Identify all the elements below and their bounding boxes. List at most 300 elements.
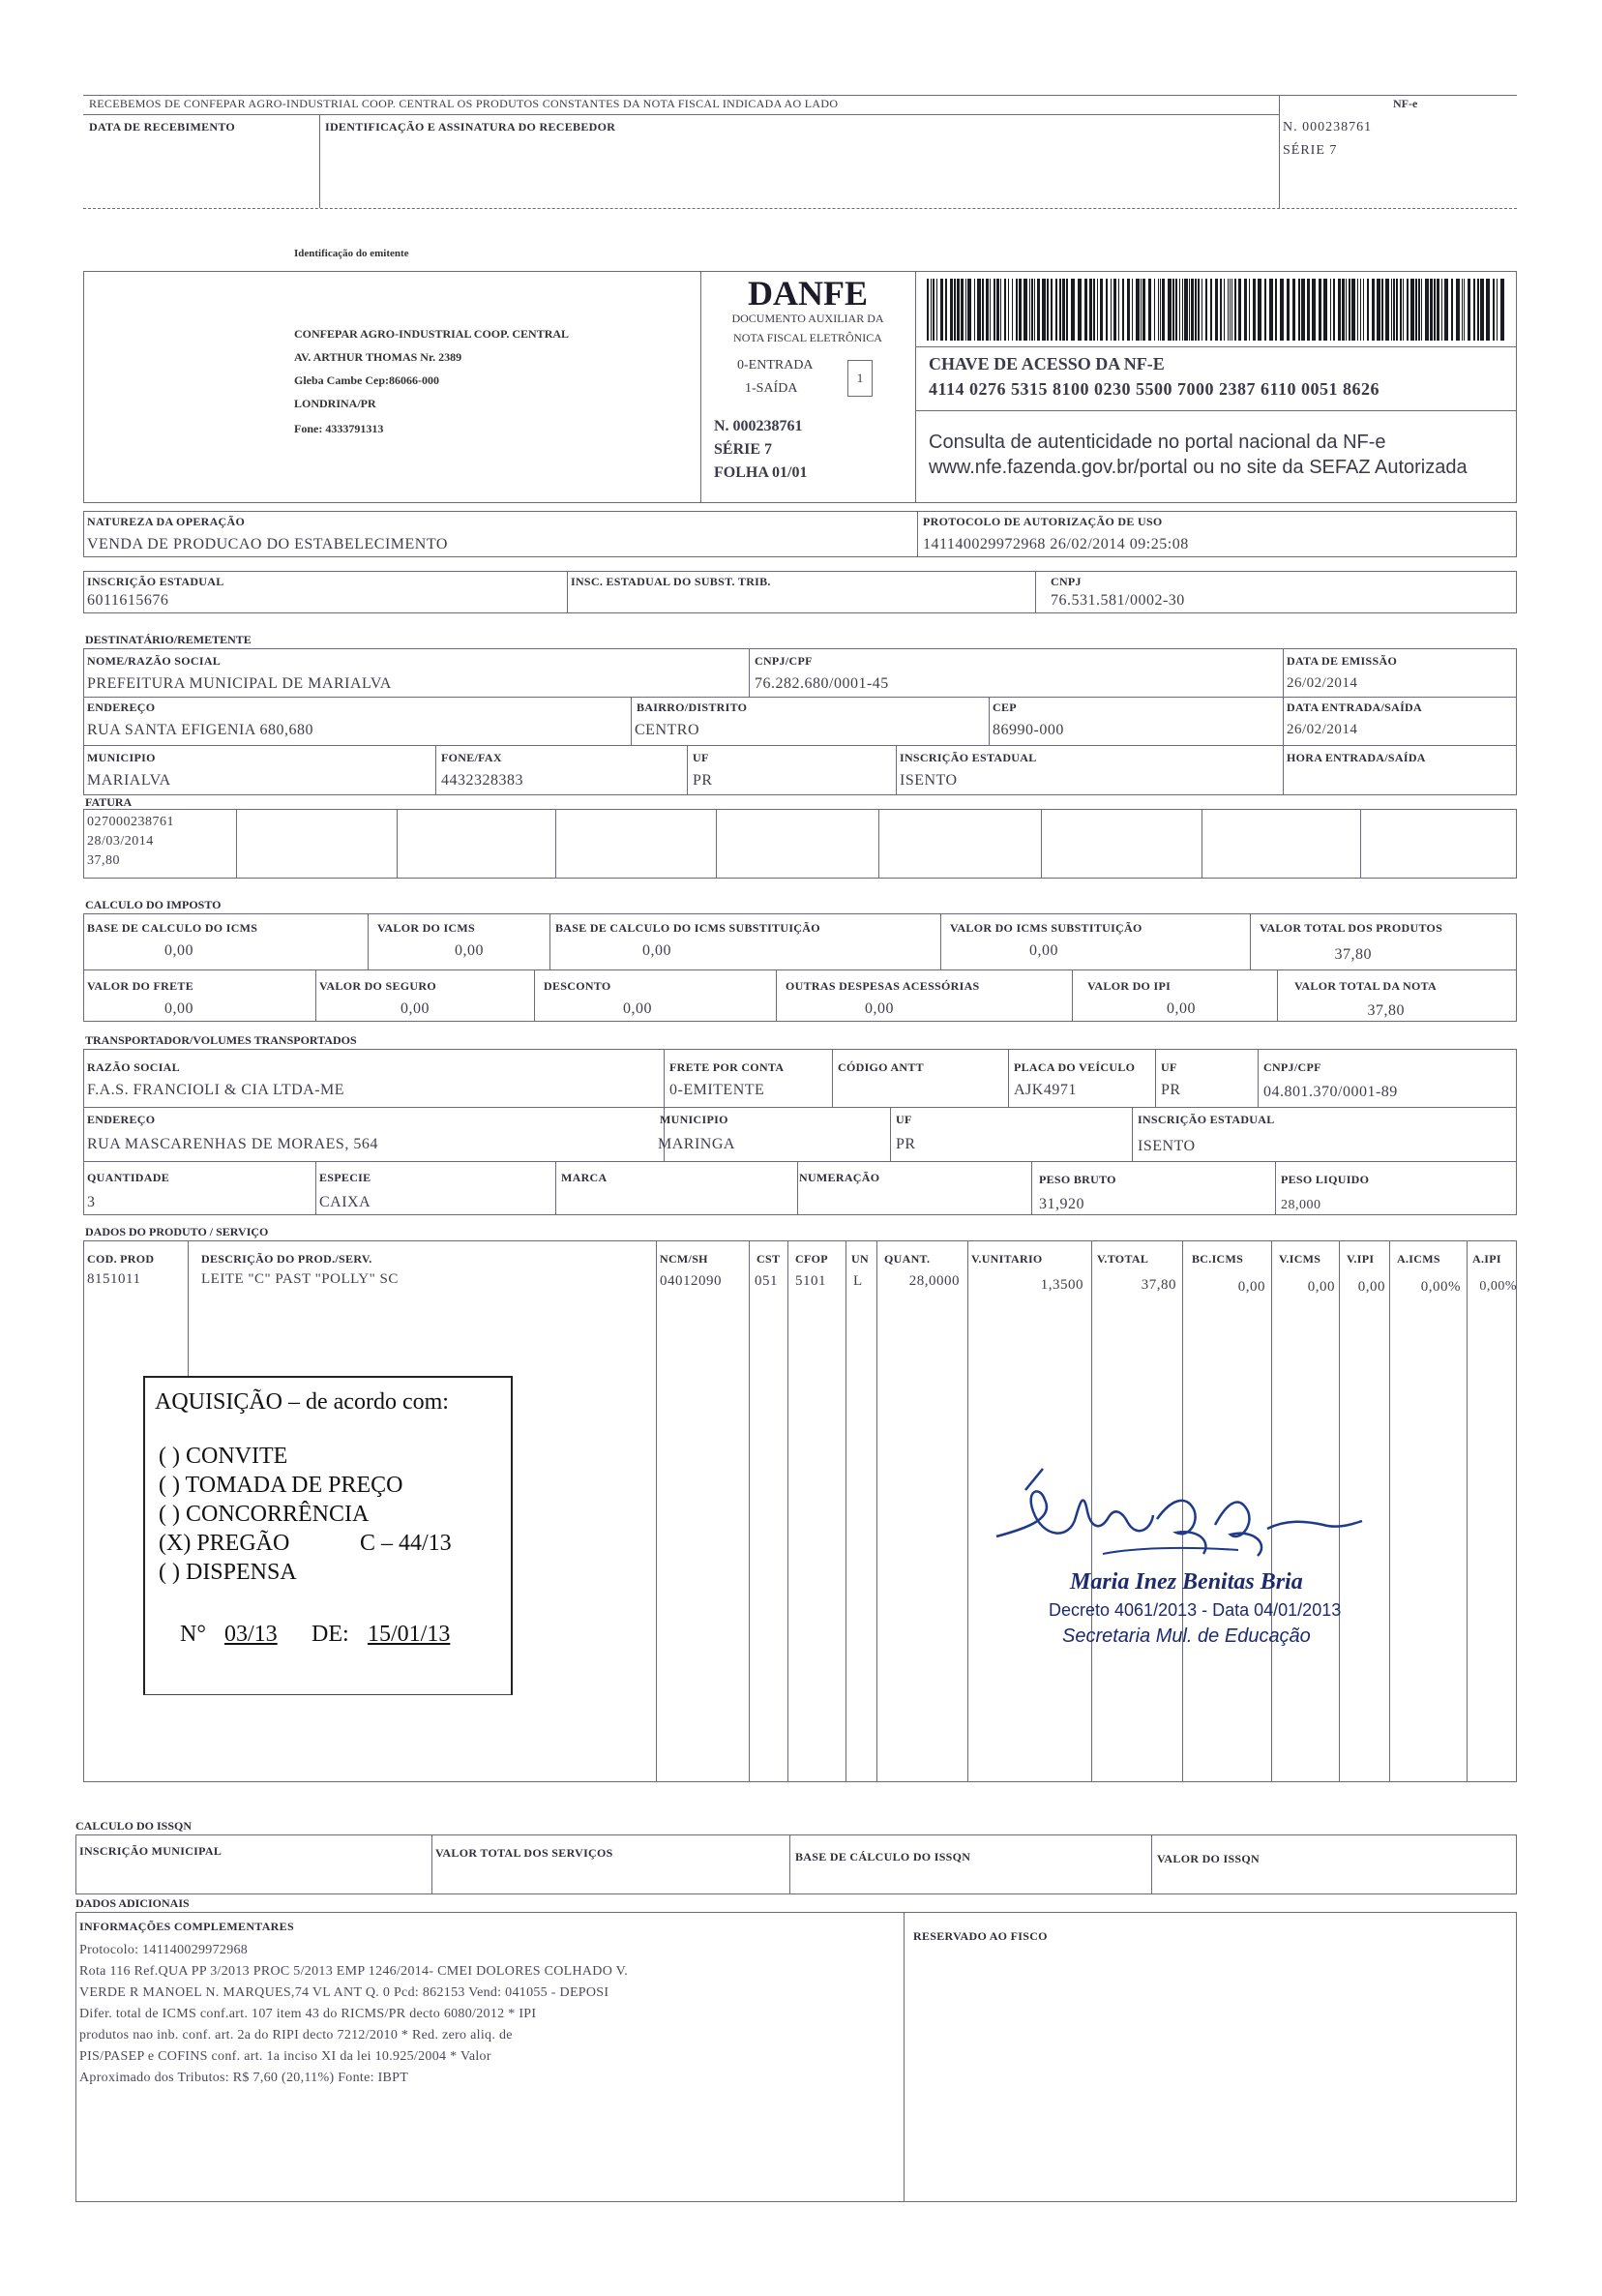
transp-municipio-value: MARINGA: [658, 1136, 735, 1152]
barcode-bar: [1184, 279, 1188, 341]
barcode-bar: [1451, 279, 1453, 341]
emitente-endereco: AV. ARTHUR THOMAS Nr. 2389: [294, 350, 462, 364]
barcode-bar: [1425, 279, 1429, 341]
barcode-bar: [1253, 279, 1256, 341]
ie-value: 6011615676: [87, 592, 169, 609]
info-line-6: PIS/PASEP e COFINS conf. art. 1a inciso XI da lei 10.925/2004 * Valor: [79, 2049, 491, 2064]
canhoto-serie: SÉRIE 7: [1283, 143, 1338, 158]
issqn-div-2: [789, 1834, 790, 1894]
barcode-bar: [1391, 279, 1392, 341]
desconto-value: 0,00: [623, 1000, 652, 1017]
barcode-bar: [1287, 279, 1290, 341]
barcode-bar: [974, 279, 975, 341]
barcode-bar: [1113, 279, 1116, 341]
transp-placa-label: PLACA DO VEÍCULO: [1014, 1060, 1136, 1074]
fatura-div-6: [1041, 809, 1042, 879]
barcode-bar: [990, 279, 991, 341]
barcode-bar: [965, 279, 966, 341]
bc-icms-st-value: 0,00: [642, 942, 671, 959]
dest-nome-label: NOME/RAZÃO SOCIAL: [87, 654, 222, 668]
barcode-bar: [1473, 279, 1475, 341]
transp-div-4: [1155, 1049, 1156, 1107]
dest-div-bairro: [631, 697, 632, 745]
barcode-bar: [1142, 279, 1145, 341]
barcode-bar: [1258, 279, 1261, 341]
prod-h-aipi: A.IPI: [1472, 1252, 1501, 1266]
barcode-bar: [1224, 279, 1225, 341]
barcode-bar: [1415, 279, 1417, 341]
barcode-bar: [931, 279, 932, 341]
transp-frete-value: 0-EMITENTE: [669, 1082, 765, 1098]
barcode-bar: [1372, 279, 1375, 341]
barcode-bar: [1338, 279, 1341, 341]
barcode-bar: [1421, 279, 1422, 341]
protocolo-label: PROTOCOLO DE AUTORIZAÇÃO DE USO: [923, 515, 1163, 528]
transp-div-2: [832, 1049, 833, 1107]
imp-div-r1-2: [549, 913, 550, 969]
ie-divider-1: [567, 571, 568, 613]
dest-div-ie: [896, 745, 897, 795]
danfe-tipo-box: 1: [847, 360, 873, 397]
v-icms-st-label: VALOR DO ICMS SUBSTITUIÇÃO: [950, 921, 1142, 935]
barcode-bar: [1456, 279, 1460, 341]
canhoto-cut-line: [83, 208, 1517, 209]
prod-vipi: 0,00: [1357, 1279, 1385, 1295]
barcode-bar: [1071, 279, 1075, 341]
barcode-bar: [1444, 279, 1448, 341]
transp-numeracao-label: NUMERAÇÃO: [799, 1171, 880, 1184]
canhoto-top-line: [83, 95, 1517, 96]
transp-razao-label: RAZÃO SOCIAL: [87, 1060, 180, 1074]
emitente-cidade: LONDRINA/PR: [294, 397, 376, 410]
barcode-bar: [1468, 279, 1470, 341]
barcode-bar: [1066, 279, 1068, 341]
dest-entrada-label: DATA ENTRADA/SAÍDA: [1287, 701, 1422, 714]
issqn-inscricao-label: INSCRIÇÃO MUNICIPAL: [79, 1844, 222, 1858]
dest-endereco-label: ENDEREÇO: [87, 701, 156, 714]
dest-nome-value: PREFEITURA MUNICIPAL DE MARIALVA: [87, 675, 392, 692]
prod-h-vipi: V.IPI: [1347, 1252, 1375, 1266]
barcode-bar: [936, 279, 937, 341]
chave-bottom-line: [915, 410, 1517, 411]
aquisicao-stamp: [143, 1376, 513, 1695]
imp-div-r1-1: [368, 913, 369, 969]
barcode-bar: [1034, 279, 1035, 341]
v-total-prod-label: VALOR TOTAL DOS PRODUTOS: [1260, 921, 1443, 935]
imp-div-r2-4: [1072, 969, 1073, 1022]
prod-col-div-2: [656, 1240, 657, 1782]
consulta-line1: Consulta de autenticidade no portal nacional da NF-e: [929, 432, 1386, 453]
dest-fone-label: FONE/FAX: [441, 751, 502, 764]
prod-h-vtotal: V.TOTAL: [1097, 1252, 1149, 1266]
barcode-bar: [1100, 279, 1103, 341]
aquisicao-opt-concorrencia: ( ) CONCORRÊNCIA: [159, 1502, 370, 1527]
canhoto-text: RECEBEMOS DE CONFEPAR AGRO-INDUSTRIAL COOP. CENTRAL OS PRODUTOS CONSTANTES DA NOTA FISCAL INDICADA AO LADO: [89, 97, 839, 110]
prod-cfop: 5101: [795, 1273, 826, 1289]
barcode-bar: [1330, 279, 1331, 341]
barcode-bar: [1407, 279, 1409, 341]
prod-h-vunit: V.UNITARIO: [971, 1252, 1043, 1266]
barcode-bar: [1441, 279, 1442, 341]
v-total-nota-label: VALOR TOTAL DA NOTA: [1294, 979, 1437, 993]
transp-div-12: [1275, 1161, 1276, 1215]
prod-col-div-4: [787, 1240, 788, 1782]
dest-div-cnpj: [749, 648, 750, 697]
barcode-bar: [1205, 279, 1207, 341]
header-divider-2: [915, 271, 916, 503]
info-line-3: VERDE R MANOEL N. MARQUES,74 VL ANT Q. 0 Pcd: 862153 Vend: 041055 - DEPOSI: [79, 1985, 609, 2000]
barcode-bar: [1396, 279, 1398, 341]
barcode-bar: [1175, 279, 1177, 341]
fatura-div-1: [236, 809, 237, 879]
iest-label: INSC. ESTADUAL DO SUBST. TRIB.: [571, 575, 771, 588]
bc-icms-value: 0,00: [164, 942, 193, 959]
barcode-bar: [1228, 279, 1229, 341]
v-icms-value: 0,00: [455, 942, 484, 959]
aquisicao-num-label: N°: [180, 1622, 206, 1647]
issqn-section: CALCULO DO ISSQN: [75, 1819, 193, 1833]
barcode-bar: [1093, 279, 1095, 341]
prod-cst: 051: [755, 1273, 778, 1289]
transp-div-6: [890, 1107, 891, 1161]
prod-h-cfop: CFOP: [795, 1252, 828, 1266]
danfe-sub2: NOTA FISCAL ELETRÔNICA: [733, 331, 882, 344]
barcode-bar: [1111, 279, 1112, 341]
transp-div-11: [1031, 1161, 1032, 1215]
barcode-bar: [1220, 279, 1222, 341]
dest-cep-value: 86990-000: [993, 722, 1064, 738]
ie-row: [83, 571, 1517, 613]
dest-cnpj-label: CNPJ/CPF: [755, 654, 813, 668]
barcode-bar: [1367, 279, 1369, 341]
dest-uf-label: UF: [693, 751, 709, 764]
assinatura-cargo: Secretaria Mul. de Educação: [1062, 1625, 1311, 1647]
barcode-bar: [1497, 279, 1498, 341]
fatura-section: FATURA: [85, 795, 133, 809]
dest-div-cep: [989, 697, 990, 745]
barcode-bar: [1385, 279, 1389, 341]
barcode-bar: [933, 279, 934, 341]
barcode-bar: [1393, 279, 1395, 341]
info-line-4: Difer. total de ICMS conf.art. 107 item 43 do RICMS/PR decto 6080/2012 * IPI: [79, 2007, 537, 2021]
emitente-label: Identificação do emitente: [294, 248, 409, 259]
transp-div-5: [1258, 1049, 1259, 1107]
fatura-div-2: [397, 809, 398, 879]
barcode-bar: [1084, 279, 1087, 341]
v-total-nota-value: 37,80: [1367, 1002, 1405, 1019]
barcode-bar: [1012, 279, 1013, 341]
prod-col-div-12: [1389, 1240, 1390, 1782]
danfe-saida: 1-SAÍDA: [745, 381, 798, 396]
barcode-bar: [1410, 279, 1414, 341]
barcode-bar: [1158, 279, 1159, 341]
barcode-bar: [1357, 279, 1358, 341]
adicionais-divider: [904, 1912, 905, 2202]
transp-frete-label: FRETE POR CONTA: [669, 1060, 785, 1074]
barcode-bar: [1062, 279, 1065, 341]
barcode-bar: [1292, 279, 1295, 341]
dest-ie-label: INSCRIÇÃO ESTADUAL: [900, 751, 1037, 764]
barcode-bar: [927, 279, 929, 341]
barcode-bar: [1298, 279, 1300, 341]
v-frete-value: 0,00: [164, 1000, 193, 1017]
barcode-bar: [986, 279, 989, 341]
barcode-bar: [1238, 279, 1241, 341]
dest-ie-value: ISENTO: [900, 772, 958, 789]
chave-acesso: 4114 0276 5315 8100 0230 5500 7000 2387 6110 0051 8626: [929, 379, 1380, 399]
imp-div-r2-3: [776, 969, 777, 1022]
assinatura-nome: Maria Inez Benitas Bria: [1070, 1569, 1303, 1595]
barcode-bar: [994, 279, 995, 341]
danfe-numero: N. 000238761: [714, 418, 803, 434]
prod-h-ncm: NCM/SH: [660, 1252, 708, 1266]
transp-cnpj-value: 04.801.370/0001-89: [1263, 1084, 1398, 1100]
barcode-bar: [1189, 279, 1190, 341]
dest-uf-value: PR: [693, 772, 713, 789]
prod-col-div-7: [967, 1240, 968, 1782]
transp-especie-value: CAIXA: [319, 1194, 371, 1210]
danfe-folha: FOLHA 01/01: [714, 464, 808, 481]
transp-razao-value: F.A.S. FRANCIOLI & CIA LTDA-ME: [87, 1082, 345, 1098]
canhoto-divider: [319, 114, 320, 208]
desconto-label: DESCONTO: [544, 979, 611, 993]
imp-div-r2-2: [534, 969, 535, 1022]
outras-desp-label: OUTRAS DESPESAS ACESSÓRIAS: [786, 979, 980, 993]
transp-ie-label: INSCRIÇÃO ESTADUAL: [1138, 1113, 1275, 1126]
dest-entrada-value: 26/02/2014: [1287, 722, 1358, 737]
prod-col-div-3: [749, 1240, 750, 1782]
transp-bruto-value: 31,920: [1039, 1196, 1084, 1212]
prod-vicms: 0,00: [1307, 1279, 1335, 1295]
aquisicao-de: 15/01/13: [368, 1622, 451, 1647]
barcode-bar: [957, 279, 960, 341]
fatura-box: [83, 809, 1517, 879]
barcode-bar: [1024, 279, 1027, 341]
transportador-section: TRANSPORTADOR/VOLUMES TRANSPORTADOS: [85, 1033, 357, 1047]
barcode-bar: [1168, 279, 1172, 341]
danfe-serie: SÉRIE 7: [714, 441, 773, 458]
info-line-7: Aproximado dos Tributos: R$ 7,60 (20,11%) Fonte: IBPT: [79, 2071, 409, 2085]
chave-label: CHAVE DE ACESSO DA NF-E: [929, 354, 1165, 373]
barcode-bar: [1464, 279, 1465, 341]
barcode-bar: [1349, 279, 1350, 341]
barcode-bar: [1403, 279, 1404, 341]
handwritten-signature: [987, 1461, 1374, 1587]
emitente-fone: Fone: 4333791313: [294, 422, 384, 435]
fatura-vencimento: 28/03/2014: [87, 834, 154, 849]
barcode-bar: [1000, 279, 1001, 341]
dest-cnpj-value: 76.282.680/0001-45: [755, 675, 889, 692]
barcode-bar: [1301, 279, 1305, 341]
barcode-bar: [1363, 279, 1364, 341]
imp-div-r2-5: [1277, 969, 1278, 1022]
barcode-bar: [1132, 279, 1133, 341]
barcode-bar: [1264, 279, 1266, 341]
aquisicao-de-label: DE:: [312, 1622, 349, 1647]
fatura-div-3: [555, 809, 556, 879]
fatura-div-5: [878, 809, 879, 879]
barcode-bar: [1154, 279, 1155, 341]
prod-col-div-6: [876, 1240, 877, 1782]
barcode-bar: [1031, 279, 1033, 341]
identificacao-recebedor-label: IDENTIFICAÇÃO E ASSINATURA DO RECEBEDOR: [325, 120, 616, 134]
barcode-bar: [1434, 279, 1436, 341]
barcode-bar: [1400, 279, 1402, 341]
barcode-bar: [954, 279, 956, 341]
imposto-row-line: [83, 969, 1517, 970]
adicionais-section: DADOS ADICIONAIS: [75, 1896, 190, 1910]
ie-label: INSCRIÇÃO ESTADUAL: [87, 575, 224, 588]
barcode-bar: [1059, 279, 1061, 341]
dest-divider-right: [1283, 648, 1284, 795]
barcode-bar: [1323, 279, 1327, 341]
info-line-2: Rota 116 Ref.QUA PP 3/2013 PROC 5/2013 EMP 1246/2014- CMEI DOLORES COLHADO V.: [79, 1964, 629, 1979]
v-frete-label: VALOR DO FRETE: [87, 979, 193, 993]
barcode-bar: [1500, 279, 1504, 341]
barcode-bar: [1127, 279, 1130, 341]
transp-uf-label: UF: [1161, 1060, 1177, 1074]
issqn-div-3: [1151, 1834, 1152, 1894]
transp-antt-label: CÓDIGO ANTT: [838, 1060, 924, 1074]
fatura-numero: 027000238761: [87, 815, 174, 829]
transp-line-1: [83, 1107, 1517, 1108]
barcode-bar: [967, 279, 971, 341]
issqn-div-1: [431, 1834, 432, 1894]
dest-bairro-value: CENTRO: [635, 722, 699, 738]
barcode-bar: [1136, 279, 1140, 341]
transp-div-10: [797, 1161, 798, 1215]
dest-emissao-label: DATA DE EMISSÃO: [1287, 654, 1398, 668]
barcode: [927, 279, 1511, 343]
transp-uf2-label: UF: [896, 1113, 912, 1126]
imp-div-r1-3: [940, 913, 941, 969]
natureza-value: VENDA DE PRODUCAO DO ESTABELECIMENTO: [87, 536, 448, 552]
barcode-bar: [1477, 279, 1479, 341]
barcode-bar: [1089, 279, 1092, 341]
barcode-bar: [1148, 279, 1151, 341]
barcode-bar: [950, 279, 953, 341]
produtos-section: DADOS DO PRODUTO / SERVIÇO: [85, 1225, 269, 1238]
cnpj-emit-value: 76.531.581/0002-30: [1051, 592, 1185, 609]
barcode-bar: [1234, 279, 1236, 341]
issqn-box: [75, 1834, 1517, 1894]
barcode-bar: [1195, 279, 1197, 341]
barcode-bar: [1210, 279, 1212, 341]
prod-desc: LEITE "C" PAST "POLLY" SC: [201, 1271, 399, 1287]
consulta-line2: www.nfe.fazenda.gov.br/portal ou no site da SEFAZ Autorizada: [929, 457, 1468, 478]
prod-col-div-13: [1467, 1240, 1468, 1782]
v-seguro-label: VALOR DO SEGURO: [319, 979, 436, 993]
prod-ncm: 04012090: [660, 1273, 722, 1289]
barcode-bar: [1162, 279, 1165, 341]
natureza-label: NATUREZA DA OPERAÇÃO: [87, 515, 246, 528]
dest-row-line-1: [83, 697, 1517, 698]
prod-h-bcicms: BC.ICMS: [1192, 1252, 1244, 1266]
barcode-bar: [945, 279, 947, 341]
natureza-divider: [917, 511, 918, 557]
barcode-bar: [1275, 279, 1277, 341]
fatura-valor: 37,80: [87, 853, 120, 868]
barcode-bar: [1333, 279, 1335, 341]
barcode-bar: [1097, 279, 1098, 341]
v-ipi-label: VALOR DO IPI: [1087, 979, 1172, 993]
barcode-bar: [1106, 279, 1108, 341]
barcode-bar: [1249, 279, 1250, 341]
v-icms-st-value: 0,00: [1029, 942, 1058, 959]
barcode-bar: [1381, 279, 1383, 341]
dest-cep-label: CEP: [993, 701, 1017, 714]
issqn-valor-label: VALOR DO ISSQN: [1157, 1852, 1261, 1865]
prod-h-desc: DESCRIÇÃO DO PROD./SERV.: [201, 1252, 372, 1266]
barcode-bar: [1042, 279, 1046, 341]
barcode-bar: [1231, 279, 1232, 341]
destinatario-section: DESTINATÁRIO/REMETENTE: [85, 633, 252, 646]
outras-desp-value: 0,00: [865, 1000, 894, 1017]
emitente-bairro: Gleba Cambe Cep:86066-000: [294, 373, 439, 387]
barcode-bar: [982, 279, 984, 341]
barcode-bar: [1312, 279, 1316, 341]
barcode-bar: [1191, 279, 1194, 341]
danfe-sub1: DOCUMENTO AUXILIAR DA: [731, 312, 884, 325]
barcode-bar: [1269, 279, 1273, 341]
prod-h-quant: QUANT.: [884, 1252, 931, 1266]
barcode-bar: [1280, 279, 1284, 341]
barcode-bar: [1346, 279, 1347, 341]
barcode-bar: [1182, 279, 1183, 341]
barcode-bar: [1008, 279, 1009, 341]
transp-cnpj-label: CNPJ/CPF: [1263, 1060, 1321, 1074]
dest-endereco-value: RUA SANTA EFIGENIA 680,680: [87, 722, 313, 738]
nfe-label: NF-e: [1393, 97, 1418, 110]
barcode-bar: [1037, 279, 1040, 341]
info-line-5: produtos nao inb. conf. art. 2a do RIPI decto 7212/2010 * Red. zero aliq. de: [79, 2028, 513, 2043]
prod-col-div-1: [188, 1240, 189, 1376]
imp-div-r1-4: [1250, 913, 1251, 969]
reservado-fisco-label: RESERVADO AO FISCO: [913, 1929, 1048, 1943]
fatura-div-4: [716, 809, 717, 879]
info-complementares-label: INFORMAÇÕES COMPLEMENTARES: [79, 1920, 294, 1933]
issqn-total-servicos-label: VALOR TOTAL DOS SERVIÇOS: [435, 1846, 613, 1860]
barcode-bar: [1118, 279, 1119, 341]
prod-un: L: [853, 1273, 863, 1289]
transp-marca-label: MARCA: [561, 1171, 608, 1184]
dest-municipio-label: MUNICIPIO: [87, 751, 156, 764]
transp-line-2: [83, 1161, 1517, 1162]
prod-cod: 8151011: [87, 1271, 141, 1287]
barcode-bar: [1004, 279, 1006, 341]
barcode-bar: [1319, 279, 1321, 341]
assinatura-decreto: Decreto 4061/2013 - Data 04/01/2013: [1049, 1600, 1342, 1620]
prod-vunit: 1,3500: [1040, 1277, 1083, 1293]
canhoto-mid-line: [83, 114, 1279, 115]
prod-h-aicms: A.ICMS: [1397, 1252, 1440, 1266]
info-line-1: Protocolo: 141140029972968: [79, 1943, 249, 1957]
prod-h-cod: COD. PROD: [87, 1252, 155, 1266]
v-ipi-value: 0,00: [1167, 1000, 1196, 1017]
imp-div-r2-1: [315, 969, 316, 1022]
barcode-bar: [1160, 279, 1161, 341]
emitente-nome: CONFEPAR AGRO-INDUSTRIAL COOP. CENTRAL: [294, 327, 570, 341]
transp-div-9: [555, 1161, 556, 1215]
barcode-bar: [1307, 279, 1310, 341]
danfe-title: DANFE: [748, 274, 868, 313]
barcode-bar: [1493, 279, 1495, 341]
ie-divider-2: [1035, 571, 1036, 613]
dest-emissao-value: 26/02/2014: [1287, 675, 1358, 691]
barcode-bar: [940, 279, 943, 341]
prod-quant: 28,0000: [908, 1273, 960, 1289]
canhoto-divider-nfe: [1279, 95, 1280, 208]
